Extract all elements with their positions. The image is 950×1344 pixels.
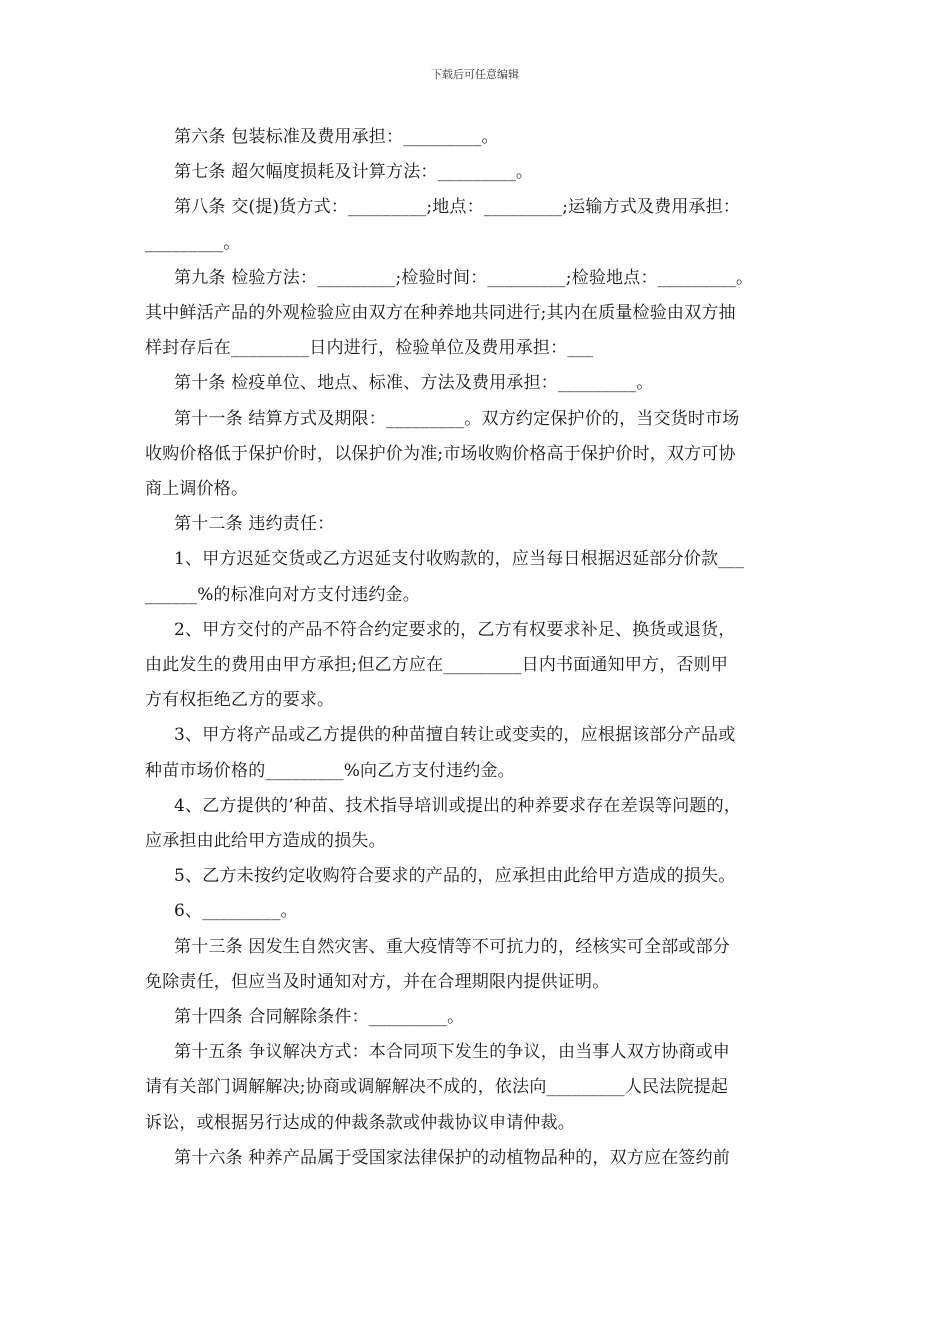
contract-line: 2、甲方交付的产品不符合约定要求的，乙方有权要求补足、换货或退货，: [174, 619, 736, 640]
contract-line: 方有权拒绝乙方的要求。: [145, 690, 335, 711]
contract-line: 4、乙方提供的’种苗、技术指导培训或提出的种养要求存在差误等问题的，: [174, 795, 742, 816]
contract-line: 5、乙方未按约定收购符合要求的产品的，应承担由此给甲方造成的损失。: [174, 866, 736, 887]
contract-line: 第十三条 因发生自然灾害、重大疫情等不可抗力的，经核实可全部或部分: [174, 936, 731, 957]
contract-line: 第六条 包装标准及费用承担：_________。: [174, 127, 499, 147]
contract-line: _________。: [145, 232, 241, 253]
contract-line: 第十四条 合同解除条件：_________。: [174, 1007, 465, 1028]
contract-line: 样封存后在_________日内进行，检验单位及费用承担：___: [145, 338, 594, 359]
contract-line: 请有关部门调解解决;协商或调解解决不成的，依法向_________人民法院提起: [145, 1077, 729, 1098]
contract-line: 收购价格低于保护价时，以保护价为准;市场收购价格高于保护价时，双方可协: [145, 443, 736, 464]
contract-line: 应承担由此给甲方造成的损失。: [145, 831, 386, 852]
contract-line: 3、甲方将产品或乙方提供的种苗擅自转让或变卖的，应根据该部分产品或: [174, 725, 736, 746]
contract-line: 第十条 检疫单位、地点、标准、方法及费用承担：_________。: [174, 373, 654, 394]
contract-line: 由此发生的费用由甲方承担;但乙方应在_________日内书面通知甲方，否则甲: [145, 655, 729, 676]
contract-line: 种苗市场价格的_________%向乙方支付违约金。: [145, 760, 515, 781]
contract-line: 6、_________。: [174, 901, 298, 922]
contract-line: ______%的标准向对方支付违约金。: [145, 584, 420, 605]
contract-line: 1、甲方迟延交货或乙方迟延支付收购款的，应当每日根据迟延部分价款___: [174, 549, 745, 570]
contract-line: 第十六条 种养产品属于受国家法律保护的动植物品种的，双方应在签约前: [174, 1147, 731, 1168]
contract-line: 其中鲜活产品的外观检验应由双方在种养地共同进行;其内在质量检验由双方抽: [145, 303, 736, 324]
contract-line: 第七条 超欠幅度损耗及计算方法：_________。: [174, 162, 534, 183]
page-header: 下载后可任意编辑: [431, 68, 519, 81]
contract-line: 第十二条 违约责任：: [174, 514, 335, 535]
contract-line: 免除责任，但应当及时通知对方，并在合理期限内提供证明。: [145, 971, 610, 992]
contract-line: 商上调价格。: [145, 479, 249, 500]
contract-body: [145, 120, 810, 1176]
contract-line: 第十一条 结算方式及期限：_________。双方约定保护价的，当交货时市场: [174, 408, 740, 429]
contract-line: 第十五条 争议解决方式：本合同项下发生的争议，由当事人双方协商或申: [174, 1042, 731, 1063]
contract-line: 第九条 检验方法：_________;检验时间：_________;检验地点：_________。: [174, 267, 754, 288]
contract-line: 诉讼，或根据另行达成的仲裁条款或仲裁协议申请仲裁。: [145, 1112, 575, 1133]
contract-line: 第八条 交(提)货方式：_________;地点：_________;运输方式及费用承担：: [174, 197, 741, 218]
